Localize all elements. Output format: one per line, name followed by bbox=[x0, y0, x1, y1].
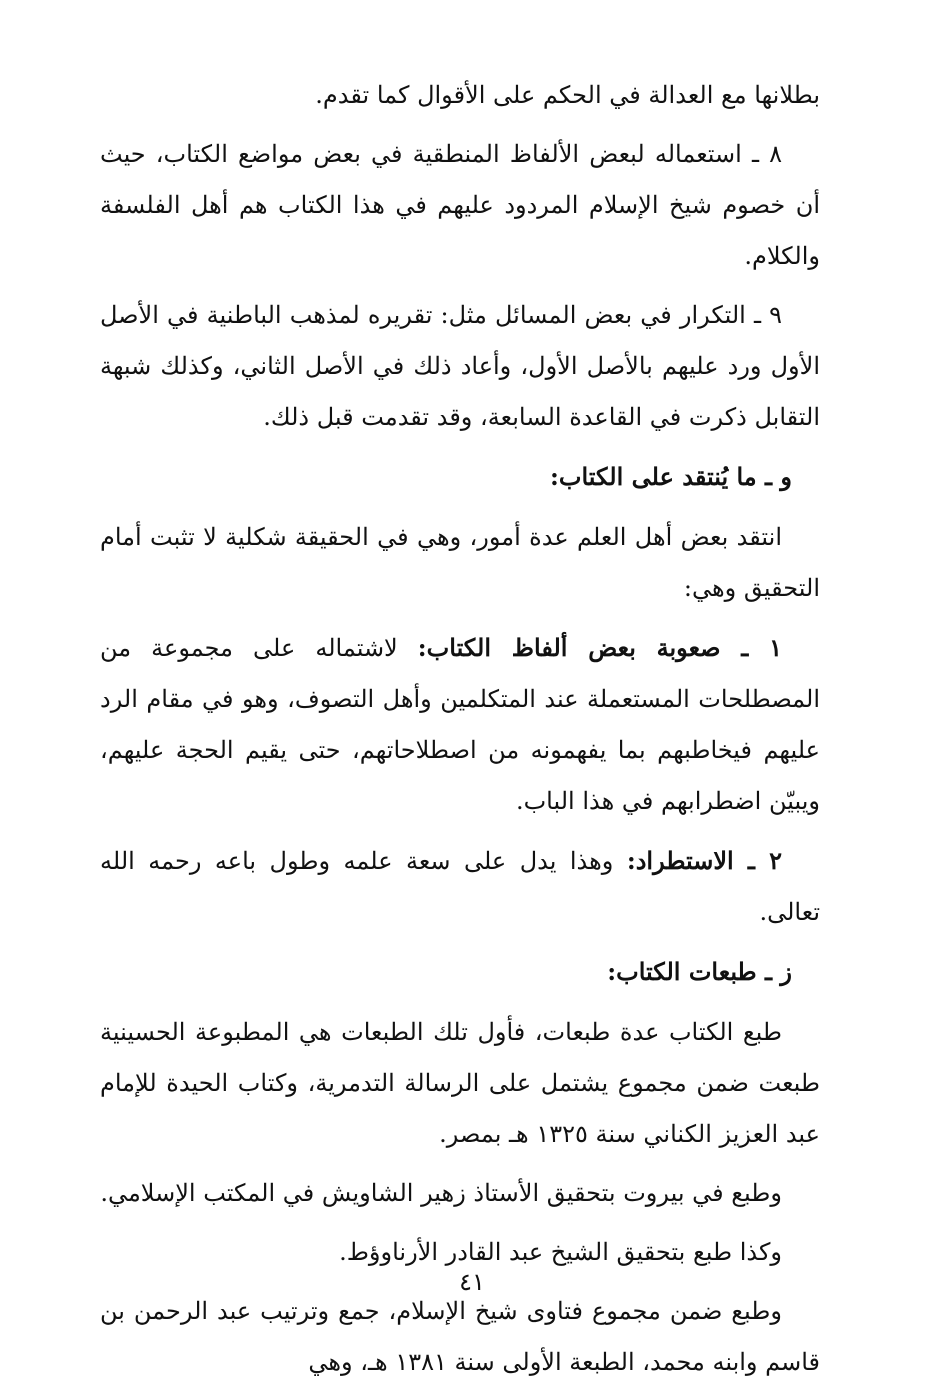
item-1-body: لاشتماله على مجموعة من المصطلحات المستعملة عند المتكلمين وأهل التصوف، وهو في مقام الرد عليهم فيخاطبهم بما يفهمونه من اصطلاحاتهم، حتى يقيم الحجة عليهم، ويبيّن اضطرابهم في هذا الباب. bbox=[100, 634, 820, 815]
paragraph-continuation: بطلانها مع العدالة في الحكم على الأقوال كما تقدم. bbox=[315, 81, 820, 109]
paragraph-criticism-intro: انتقد بعض أهل العلم عدة أمور، وهي في الحقيقة شكلية لا تثبت أمام التحقيق وهي: bbox=[100, 523, 820, 602]
page-number: ٤١ bbox=[459, 1268, 485, 1296]
page-body bbox=[100, 70, 820, 1396]
section-heading-criticism: و ـ ما يُنتقد على الكتاب: bbox=[550, 462, 792, 491]
paragraph-editions-2: وطبع في بيروت بتحقيق الأستاذ زهير الشاويش في المكتب الإسلامي. bbox=[100, 1179, 782, 1207]
item-1-lead: ١ ـ صعوبة بعض ألفاظ الكتاب: bbox=[417, 633, 783, 662]
item-2-body: وهذا يدل على سعة علمه وطول باعه رحمه الله تعالى. bbox=[100, 847, 820, 926]
paragraph-criticism-item-2 bbox=[100, 835, 820, 938]
paragraph-editions-1: طبع الكتاب عدة طبعات، فأول تلك الطبعات هي المطبوعة الحسينية طبعت ضمن مجموع يشتمل على الرسالة التدمرية، وكتاب الحيدة للإمام عبد العزيز الكناني سنة ١٣٢٥ هـ بمصر. bbox=[100, 1018, 820, 1148]
item-2-lead: ٢ ـ الاستطراد: bbox=[626, 846, 783, 875]
paragraph-editions-4: وطبع ضمن مجموع فتاوى شيخ الإسلام، جمع وترتيب عبد الرحمن بن قاسم وابنه محمد، الطبعة الأولى سنة ١٣٨١ هـ، وهي bbox=[100, 1297, 820, 1376]
paragraph-criticism-item-1 bbox=[100, 622, 820, 827]
paragraph-item-9: ٩ ـ التكرار في بعض المسائل مثل: تقريره لمذهب الباطنية في الأصل الأول ورد عليهم بالأصل الأول، وأعاد ذلك في الأصل الثاني، وكذلك شبهة التقابل ذكرت في القاعدة السابعة، وقد تقدمت قبل ذلك. bbox=[100, 301, 820, 431]
paragraph-item-8: ٨ ـ استعماله لبعض الألفاظ المنطقية في بعض مواضع الكتاب، حيث أن خصوم شيخ الإسلام المردود عليهم في هذا الكتاب هم أهل الفلسفة والكلام. bbox=[100, 140, 820, 270]
section-heading-editions: ز ـ طبعات الكتاب: bbox=[607, 957, 792, 986]
paragraph-editions-3: وكذا طبع بتحقيق الشيخ عبد القادر الأرناوؤط. bbox=[339, 1238, 782, 1266]
